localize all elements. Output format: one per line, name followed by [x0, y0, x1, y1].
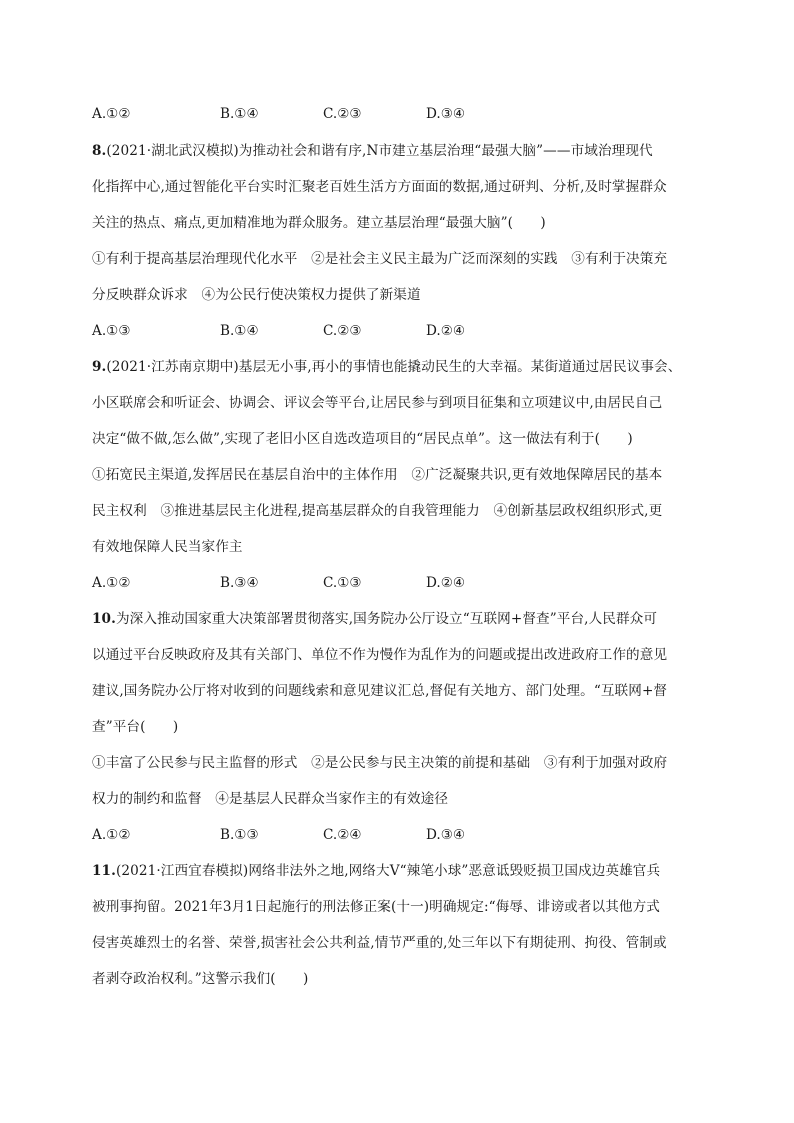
question-11-line-2: 被刑事拘留。2021年3月1日起施行的刑法修正案(十一)明确规定:“侮辱、诽谤或者以其他方式 [92, 899, 661, 915]
question-number: 9. [92, 359, 107, 375]
option-b: B.①④ [220, 323, 259, 339]
question-11-line-1: 11.(2021·江西宜春模拟)网络非法外之地,网络大V“辣笔小球”恶意诋毁贬损卫国戍边英雄官兵 [92, 863, 661, 879]
option-a: A.①② [92, 575, 131, 591]
question-8-line-4: ①有利于提高基层治理现代化水平 ②是社会主义民主最为广泛而深刻的实践 ③有利于决策充 [92, 251, 668, 267]
option-b: B.①④ [220, 106, 259, 122]
option-c: C.②④ [323, 827, 362, 843]
question-10-line-1: 10.为深入推动国家重大决策部署贯彻落实,国务院办公厅设立“互联网+督查”平台,人民群众可 [92, 611, 658, 627]
question-10-line-2: 以通过平台反映政府及其有关部门、单位不作为慢作为乱作为的问题或提出改进政府工作的意见 [92, 647, 668, 663]
question-8-line-5: 分反映群众诉求 ④为公民行使决策权力提供了新渠道 [92, 287, 421, 303]
option-d: D.②④ [426, 575, 466, 591]
question-8-line-3: 关注的热点、痛点,更加精准地为群众服务。建立基层治理“最强大脑”( ) [92, 215, 546, 231]
question-11-line-4: 者剥夺政治权利。”这警示我们( ) [92, 971, 309, 987]
question-10-line-5: ①丰富了公民参与民主监督的形式 ②是公民参与民主决策的前提和基础 ③有利于加强对政府 [92, 755, 668, 771]
question-9-line-2: 小区联席会和听证会、协调会、评议会等平台,让居民参与到项目征集和立项建议中,由居民自己 [92, 395, 663, 411]
question-9-line-5: 民主权利 ③推进基层民主化进程,提高基层群众的自我管理能力 ④创新基层政权组织形式,更 [92, 503, 663, 519]
option-b: B.①③ [220, 827, 259, 843]
question-8-options [92, 321, 692, 341]
question-11-line-3: 侵害英雄烈士的名誉、荣誉,损害社会公共利益,情节严重的,处三年以下有期徒刑、拘役、管制或 [92, 935, 667, 951]
option-a: A.①③ [92, 323, 131, 339]
question-10-options [92, 825, 692, 845]
option-c: C.②③ [323, 323, 362, 339]
question-9-line-6: 有效地保障人民当家作主 [92, 539, 243, 555]
question-number: 10. [92, 611, 116, 627]
question-10-line-4: 查”平台( ) [92, 719, 179, 735]
question-9-line-4: ①拓宽民主渠道,发挥居民在基层自治中的主体作用 ②广泛凝聚共识,更有效地保障居民的基本 [92, 467, 663, 483]
option-a: A.①② [92, 827, 131, 843]
option-c: C.①③ [323, 575, 362, 591]
option-d: D.②④ [426, 323, 466, 339]
option-a: A.①② [92, 106, 131, 122]
question-number: 8. [92, 143, 107, 159]
question-9-line-3: 决定“做不做,怎么做”,实现了老旧小区自选改造项目的“居民点单”。这一做法有利于( ) [92, 431, 633, 447]
option-c: C.②③ [323, 106, 362, 122]
question-10-line-6: 权力的制约和监督 ④是基层人民群众当家作主的有效途径 [92, 791, 449, 807]
question-10-line-3: 建议,国务院办公厅将对收到的问题线索和意见建议汇总,督促有关地方、部门处理。“互联网+督 [92, 683, 668, 699]
question-9-line-1: 9.(2021·江苏南京期中)基层无小事,再小的事情也能撬动民生的大幸福。某街道通过居民议事会、 [92, 359, 682, 375]
question-number: 11. [92, 863, 116, 879]
prev-question-options [92, 104, 692, 124]
option-b: B.③④ [220, 575, 259, 591]
question-8-line-2: 化指挥中心,通过智能化平台实时汇聚老百姓生活方方面面的数据,通过研判、分析,及时掌握群众 [92, 179, 667, 195]
question-8-line-1: 8.(2021·湖北武汉模拟)为推动社会和谐有序,N市建立基层治理“最强大脑”——市域治理现代 [92, 143, 653, 159]
question-9-options [92, 573, 692, 593]
option-d: D.③④ [426, 827, 466, 843]
option-d: D.③④ [426, 106, 466, 122]
